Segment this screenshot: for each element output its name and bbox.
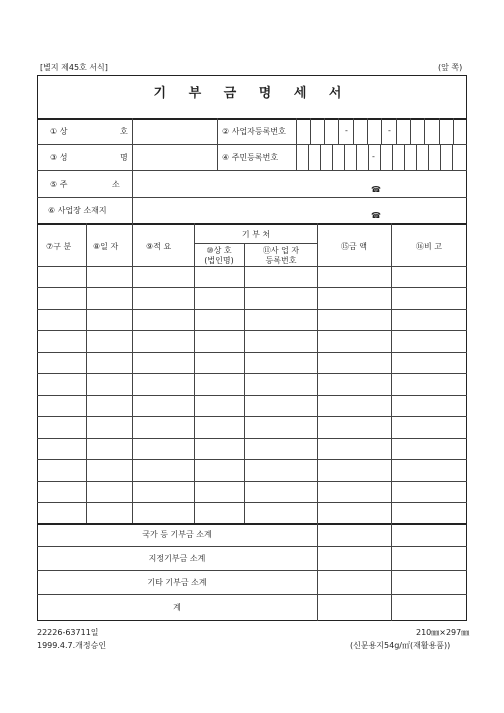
col-amount-header: ⑮금 액 [341, 242, 367, 251]
resident-reg-dash: - [372, 152, 375, 161]
business-reg-dash-1: - [345, 126, 348, 135]
form-number: [별지 제45호 서식] [40, 63, 108, 72]
col-recipient-reg-sub: 등록번호 [265, 256, 297, 265]
trade-name-label: ① 상 [50, 127, 68, 136]
business-reg-dash-2: - [388, 126, 391, 135]
col-type-header: ⑦구 분 [46, 242, 72, 251]
approval-date: 1999.4.7.개정승인 [37, 641, 107, 650]
col-remark-header: ⑯비 고 [416, 242, 442, 251]
paper-size: 210㎜×297㎜ [416, 628, 470, 637]
national-subtotal-label: 국가 등 기부금 소계 [142, 530, 212, 539]
phone-icon: ☎ [371, 211, 381, 220]
col-date-header: ⑧일 자 [93, 242, 119, 251]
address-label-end: 소 [112, 180, 120, 189]
col-recipient-name-header: ⑩상 호 [206, 246, 232, 255]
form-title: 기 부 금 명 세 서 [153, 86, 351, 101]
resident-reg-label: ④ 주민등록번호 [222, 153, 279, 162]
name-label-end: 명 [120, 153, 128, 162]
paper-spec: (신문용지54g/㎡(재활용품)) [350, 641, 451, 650]
business-reg-label: ② 사업자등록번호 [222, 127, 286, 136]
other-subtotal-label: 기타 기부금 소계 [147, 578, 207, 587]
designated-subtotal-label: 지정기부금 소계 [148, 554, 206, 563]
phone-icon: ☎ [371, 185, 381, 194]
grand-total-label: 계 [173, 603, 181, 612]
page-side-label: (앞 쪽) [438, 63, 463, 72]
trade-name-label-end: 호 [120, 127, 128, 136]
col-recipient-reg-header: ⑪사 업 자 [262, 246, 300, 255]
recipient-group-header: 기 부 처 [241, 230, 271, 239]
col-summary-header: ⑨적 요 [146, 242, 172, 251]
name-label: ③ 성 [50, 153, 68, 162]
form-code: 22226-63711일 [37, 628, 99, 637]
address-label: ⑤ 주 [50, 180, 68, 189]
workplace-label: ⑥ 사업장 소재지 [48, 206, 107, 215]
col-recipient-name-sub: (법인명) [204, 256, 234, 265]
